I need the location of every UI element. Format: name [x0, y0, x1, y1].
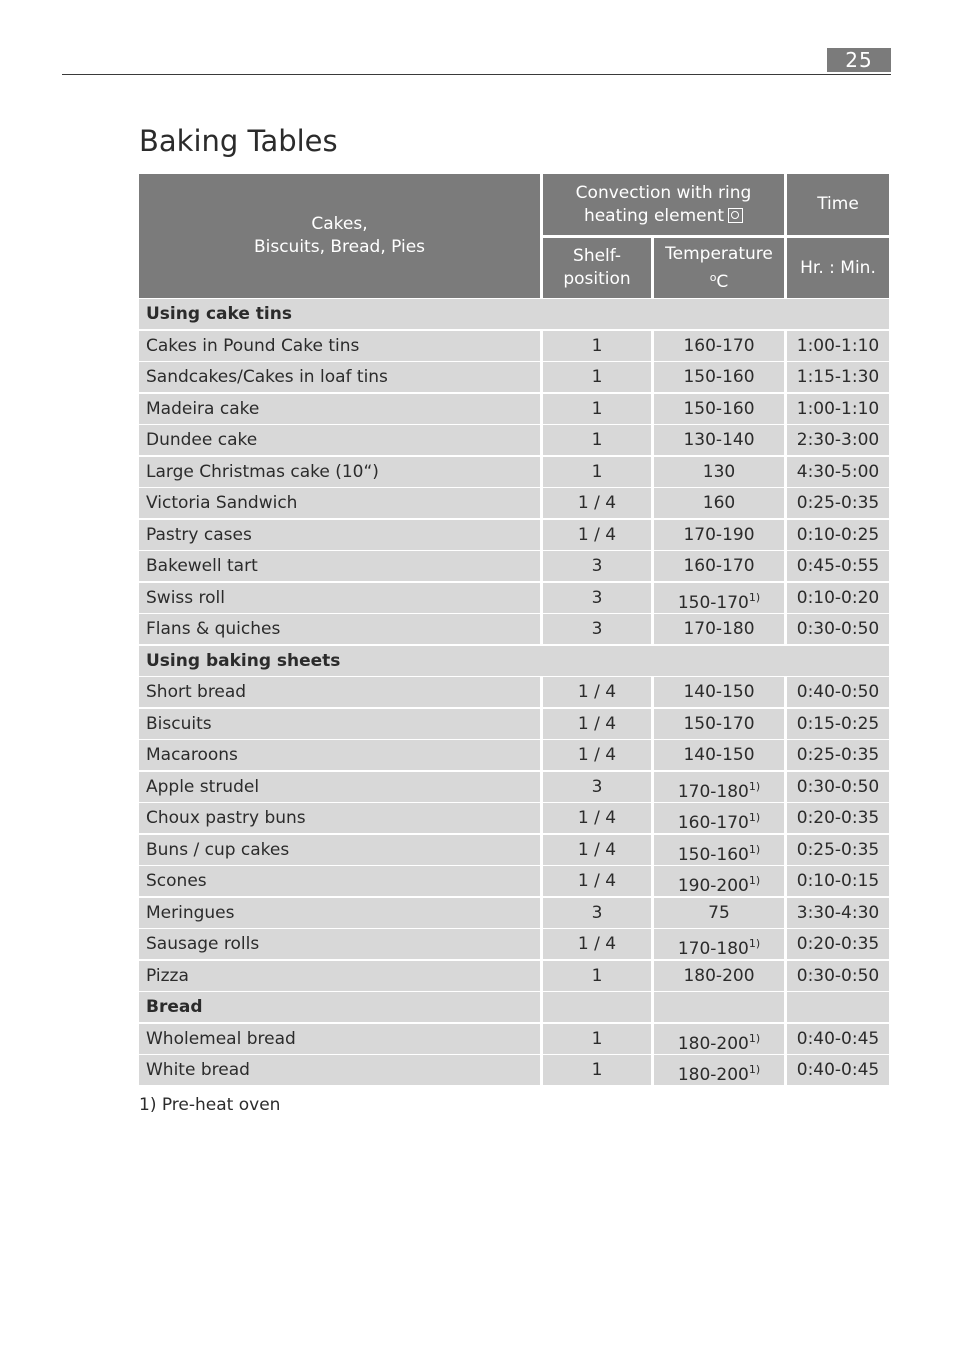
preheat-note: 1)	[748, 1031, 761, 1045]
baking-time: 2:30-3:00	[787, 425, 889, 455]
preheat-note: 1)	[748, 779, 761, 793]
table-row	[139, 394, 889, 424]
table-row	[139, 1055, 889, 1085]
table-row	[139, 425, 889, 455]
header-temp-degree: o	[709, 270, 717, 284]
temperature-value: 160-170	[683, 335, 755, 356]
table-row	[139, 772, 889, 802]
temperature-value: 75	[708, 902, 730, 923]
section-row	[139, 299, 889, 329]
dish-name: Meringues	[139, 898, 540, 928]
dish-name: Victoria Sandwich	[139, 488, 540, 518]
dish-name: Large Christmas cake (10“)	[139, 457, 540, 487]
header-temp-line1: Temperature	[665, 243, 773, 264]
temperature-value: 160	[702, 493, 736, 513]
shelf-position: 1 / 4	[543, 803, 651, 833]
table-row	[139, 929, 889, 959]
shelf-position: 1	[543, 362, 651, 392]
preheat-note: 1)	[748, 842, 761, 856]
shelf-position: 1 / 4	[543, 709, 651, 739]
shelf-position: 1	[543, 961, 651, 991]
temperature-cell	[654, 488, 784, 518]
dish-name: Bakewell tart	[139, 551, 540, 581]
temperature-value: 140-150	[683, 745, 755, 765]
table-row	[139, 520, 889, 550]
dish-name: Sausage rolls	[139, 929, 540, 959]
table-row	[139, 709, 889, 739]
shelf-position: 3	[543, 551, 651, 581]
shelf-position: 1	[543, 457, 651, 487]
temperature-value: 150-170	[683, 713, 755, 734]
temperature-value: 180-200	[677, 1033, 749, 1054]
temperature-value: 180-200	[683, 965, 755, 986]
baking-time: 0:10-0:20	[787, 583, 889, 613]
temperature-value: 150-160	[677, 844, 749, 865]
table-row	[139, 614, 889, 644]
baking-time: 1:00-1:10	[787, 331, 889, 361]
header-category-line1: Cakes,	[311, 214, 368, 234]
table-row	[139, 583, 889, 613]
baking-time: 0:45-0:55	[787, 551, 889, 581]
temperature-cell	[654, 803, 784, 833]
shelf-position: 1	[543, 1055, 651, 1085]
shelf-position: 1	[543, 1024, 651, 1054]
temperature-cell	[654, 583, 784, 613]
footnote: 1) Pre-heat oven	[139, 1095, 281, 1115]
dish-name: Choux pastry buns	[139, 803, 540, 833]
header-group-line1: Convection with ring	[575, 182, 752, 203]
temperature-cell	[654, 1024, 784, 1054]
ring-heating-element-icon	[728, 208, 743, 223]
baking-time: 0:40-0:50	[787, 677, 889, 707]
shelf-position: 3	[543, 898, 651, 928]
page-title: Baking Tables	[139, 124, 338, 158]
temperature-value: 170-190	[683, 524, 755, 545]
temperature-cell	[654, 331, 784, 361]
table-row	[139, 677, 889, 707]
header-rule	[62, 74, 891, 75]
preheat-note: 1)	[748, 590, 761, 604]
temperature-value: 170-180	[683, 619, 755, 639]
temperature-cell	[654, 898, 784, 928]
header-category-line2: Biscuits, Bread, Pies	[253, 237, 426, 257]
header-category	[139, 174, 540, 298]
dish-name: Cakes in Pound Cake tins	[139, 331, 540, 361]
temperature-value: 170-180	[677, 939, 749, 959]
table-row	[139, 835, 889, 865]
preheat-note: 1)	[748, 874, 761, 887]
dish-name: White bread	[139, 1055, 540, 1085]
shelf-position: 1 / 4	[543, 740, 651, 770]
dish-name: Pizza	[139, 961, 540, 991]
temperature-value: 180-200	[677, 1065, 749, 1085]
temperature-cell	[654, 929, 784, 959]
dish-name: Wholemeal bread	[139, 1024, 540, 1054]
temperature-value: 130	[702, 461, 736, 482]
baking-time: 1:15-1:30	[787, 362, 889, 392]
temperature-cell	[654, 961, 784, 991]
temperature-value: 140-150	[683, 682, 755, 702]
table-row	[139, 866, 889, 896]
dish-name: Madeira cake	[139, 394, 540, 424]
temperature-value: 150-170	[677, 592, 749, 613]
shelf-position: 1 / 4	[543, 835, 651, 865]
preheat-note: 1)	[748, 937, 761, 950]
section-title: Using cake tins	[139, 299, 889, 329]
preheat-note: 1)	[748, 811, 761, 824]
temperature-value: 170-180	[677, 781, 749, 802]
baking-time: 0:25-0:35	[787, 488, 889, 518]
page-number: 25	[827, 48, 891, 72]
header-temp-unit: C	[716, 271, 729, 292]
dish-name: Scones	[139, 866, 540, 896]
dish-name: Pastry cases	[139, 520, 540, 550]
section-title: Bread	[139, 992, 540, 1022]
header-temperature	[654, 238, 784, 298]
dish-name: Biscuits	[139, 709, 540, 739]
table-row	[139, 961, 889, 991]
section-row	[139, 992, 889, 1022]
table-row	[139, 898, 889, 928]
temperature-value: 190-200	[677, 876, 749, 896]
table-row	[139, 551, 889, 581]
preheat-note: 1)	[748, 1063, 761, 1076]
shelf-position: 1 / 4	[543, 520, 651, 550]
shelf-position: 1 / 4	[543, 866, 651, 896]
section-title: Using baking sheets	[139, 646, 889, 676]
temperature-cell	[654, 614, 784, 644]
baking-time: 0:30-0:50	[787, 614, 889, 644]
table-row	[139, 803, 889, 833]
shelf-position: 1 / 4	[543, 677, 651, 707]
header-shelf-line1: Shelf-	[573, 246, 621, 266]
dish-name: Swiss roll	[139, 583, 540, 613]
header-shelf-position	[543, 238, 651, 298]
baking-time: 0:25-0:35	[787, 835, 889, 865]
dish-name: Macaroons	[139, 740, 540, 770]
header-time-unit: Hr. : Min.	[787, 238, 889, 298]
temperature-cell	[654, 1055, 784, 1085]
table-row	[139, 331, 889, 361]
baking-time: 0:30-0:50	[787, 961, 889, 991]
dish-name: Apple strudel	[139, 772, 540, 802]
shelf-position: 1	[543, 425, 651, 455]
temperature-cell	[654, 362, 784, 392]
header-time: Time	[787, 174, 889, 235]
temperature-cell	[654, 866, 784, 896]
temperature-value: 150-160	[683, 367, 755, 387]
shelf-position: 1 / 4	[543, 929, 651, 959]
shelf-position: 1	[543, 331, 651, 361]
shelf-position: 1 / 4	[543, 488, 651, 518]
temperature-value: 150-160	[683, 398, 755, 419]
baking-time: 0:20-0:35	[787, 803, 889, 833]
temperature-cell	[654, 709, 784, 739]
shelf-position: 3	[543, 583, 651, 613]
temperature-value: 160-170	[683, 556, 755, 576]
shelf-position: 3	[543, 614, 651, 644]
header-shelf-line2: position	[563, 269, 631, 289]
temperature-cell	[654, 677, 784, 707]
dish-name: Flans & quiches	[139, 614, 540, 644]
table-row	[139, 362, 889, 392]
temperature-cell	[654, 520, 784, 550]
baking-time: 0:10-0:25	[787, 520, 889, 550]
header-convection-group	[543, 174, 784, 235]
temperature-cell	[654, 457, 784, 487]
table-row	[139, 740, 889, 770]
temperature-cell	[654, 772, 784, 802]
temperature-cell	[654, 835, 784, 865]
dish-name: Buns / cup cakes	[139, 835, 540, 865]
baking-time: 0:20-0:35	[787, 929, 889, 959]
table-row	[139, 488, 889, 518]
header-group-line2: heating element	[583, 205, 725, 226]
temperature-cell	[654, 394, 784, 424]
baking-time: 0:40-0:45	[787, 1024, 889, 1054]
baking-time: 1:00-1:10	[787, 394, 889, 424]
empty-cell	[654, 992, 784, 1022]
baking-time: 0:15-0:25	[787, 709, 889, 739]
baking-time: 0:40-0:45	[787, 1055, 889, 1085]
table-row	[139, 1024, 889, 1054]
temperature-value: 160-170	[677, 813, 749, 833]
empty-cell	[787, 992, 889, 1022]
temperature-cell	[654, 740, 784, 770]
temperature-value: 130-140	[683, 430, 755, 450]
empty-cell	[543, 992, 651, 1022]
temperature-cell	[654, 425, 784, 455]
dish-name: Dundee cake	[139, 425, 540, 455]
baking-time: 0:10-0:15	[787, 866, 889, 896]
baking-time: 3:30-4:30	[787, 898, 889, 928]
baking-time: 0:30-0:50	[787, 772, 889, 802]
table-row	[139, 457, 889, 487]
section-row	[139, 646, 889, 676]
temperature-cell	[654, 551, 784, 581]
shelf-position: 3	[543, 772, 651, 802]
baking-time: 0:25-0:35	[787, 740, 889, 770]
dish-name: Sandcakes/Cakes in loaf tins	[139, 362, 540, 392]
dish-name: Short bread	[139, 677, 540, 707]
baking-time: 4:30-5:00	[787, 457, 889, 487]
shelf-position: 1	[543, 394, 651, 424]
